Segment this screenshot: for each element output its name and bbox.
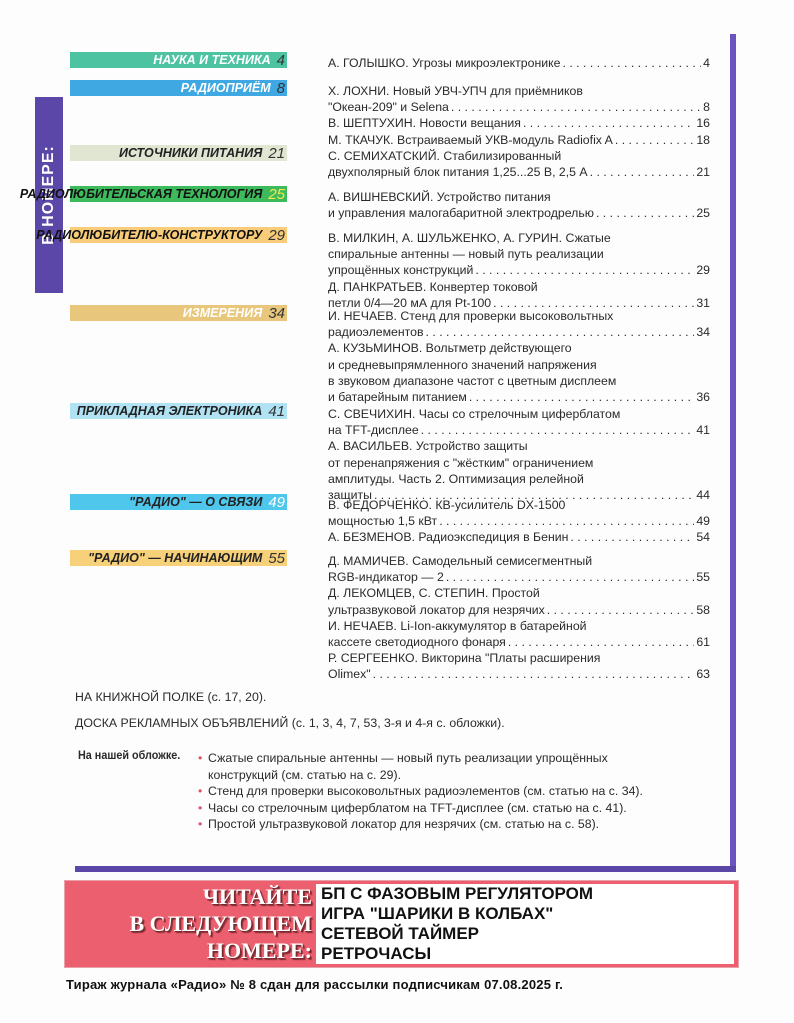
- article-line: [328, 529, 710, 545]
- article-line: [328, 438, 710, 454]
- dot-leader: [426, 324, 695, 340]
- article-text: ультразвуковой локатор для незрячих: [328, 602, 545, 617]
- article-text: Х. ЛОХНИ. Новый УВЧ-УПЧ для приёмников: [328, 84, 583, 98]
- article-text: петли 0/4—20 мА для Pt-100: [328, 295, 492, 310]
- cover-list: [196, 750, 716, 833]
- article-line: [328, 115, 710, 131]
- article-text: спиральные антенны — новый путь реализации: [328, 247, 604, 262]
- dot-leader: [590, 164, 695, 180]
- article-text: М. ТКАЧУК. Встраиваемый УКВ-модуль Radiofix A: [328, 132, 613, 147]
- article-text: на TFT-дисплее: [328, 423, 419, 438]
- dot-leader: [615, 132, 694, 148]
- article-page: 34: [696, 325, 710, 340]
- article-line: [328, 602, 710, 618]
- next-issue-banner: [64, 880, 739, 968]
- section-articles: [328, 497, 710, 546]
- section-title: НАУКА И ТЕХНИКА: [153, 53, 271, 67]
- article-line: [328, 262, 710, 278]
- article-page: 61: [696, 635, 710, 650]
- article-line: [328, 230, 710, 246]
- next-issue-item: РЕТРОЧАСЫ: [321, 944, 432, 963]
- bookshelf-line: НА КНИЖНОЙ ПОЛКЕ (с. 17, 20).: [75, 690, 267, 704]
- section-articles: [328, 148, 710, 180]
- section-page: 8: [276, 79, 285, 97]
- article-text: В. ШЕПТУХИН. Новости вещания: [328, 116, 521, 131]
- cover-item: • Простой ультразвуковой локатор для незрячих (см. статью на с. 58).: [196, 816, 716, 833]
- section-header: [70, 80, 287, 96]
- article-text: А. ВИШНЕВСКИЙ. Устройство питания: [328, 190, 551, 204]
- article-text: "Океан-209" и Selena: [328, 100, 449, 115]
- article-text: С. СВЕЧИХИН. Часы со стрелочным циферблатом: [328, 407, 621, 421]
- article-text: А. БЕЗМЕНОВ. Радиоэкспедиция в Бенин: [328, 530, 569, 545]
- article-line: [328, 373, 710, 389]
- section-title: ПРИКЛАДНАЯ ЭЛЕКТРОНИКА: [76, 404, 263, 418]
- section-page: 25: [268, 185, 285, 203]
- section-header: [70, 550, 287, 566]
- article-page: 25: [696, 206, 710, 221]
- article-page: 36: [696, 390, 710, 405]
- article-page: 63: [696, 667, 710, 682]
- section-page: 4: [276, 51, 285, 69]
- article-line: [328, 666, 710, 682]
- article-text: двухполярный блок питания 1,25...25 В, 2,5 А: [328, 165, 588, 180]
- next-issue-label-line: ЧИТАЙТЕ: [202, 884, 312, 909]
- article-line: [328, 132, 710, 148]
- article-line: [328, 585, 710, 601]
- dot-leader: [439, 513, 694, 529]
- article-line: [328, 650, 710, 666]
- article-text: А. ВАСИЛЬЕВ. Устройство защиты: [328, 439, 528, 454]
- article-line: [328, 246, 710, 262]
- section-articles: [328, 55, 710, 71]
- article-line: [328, 422, 710, 438]
- article-text: и управления малогабаритной электродрелью: [328, 206, 594, 221]
- dot-leader: [570, 529, 694, 545]
- article-page: 55: [696, 570, 710, 585]
- frame-right-border: [730, 34, 736, 872]
- section-articles: [328, 406, 710, 503]
- section-articles: [328, 189, 710, 221]
- section-header: [70, 494, 287, 510]
- next-issue-list: [316, 884, 734, 964]
- section-page: 34: [268, 304, 285, 322]
- article-line: [328, 634, 710, 650]
- article-text: С. СЕМИХАТСКИЙ. Стабилизированный: [328, 149, 562, 163]
- section-title: РАДИОЛЮБИТЕЛЮ-КОНСТРУКТОРУ: [36, 228, 263, 242]
- frame-bottom-border: [75, 866, 736, 872]
- article-line: [328, 324, 710, 340]
- section-header: [70, 403, 287, 419]
- article-text: А. КУЗЬМИНОВ. Вольтметр действующего: [328, 341, 572, 356]
- article-line: [328, 406, 710, 422]
- dot-leader: [373, 666, 695, 682]
- next-issue-item: БП С ФАЗОВЫМ РЕГУЛЯТОРОМ: [321, 884, 594, 903]
- dot-leader: [563, 55, 702, 71]
- article-line: [328, 55, 710, 71]
- article-text: и средневыпрямленного значений напряжения: [328, 357, 597, 372]
- article-line: [328, 308, 710, 324]
- section-page: 55: [268, 549, 285, 567]
- next-issue-label-line: В СЛЕДУЮЩЕМ: [129, 911, 312, 936]
- section-header: [70, 145, 287, 161]
- section-title: ИЗМЕРЕНИЯ: [182, 306, 263, 320]
- article-line: [328, 357, 710, 373]
- article-text: Р. СЕРГЕЕНКО. Викторина "Платы расширения: [328, 651, 601, 666]
- dot-leader: [469, 389, 695, 405]
- article-line: [328, 618, 710, 634]
- dot-leader: [451, 99, 701, 115]
- article-line: [328, 513, 710, 529]
- section-page: 41: [268, 402, 285, 420]
- section-header: [70, 305, 287, 321]
- cover-item: • Часы со стрелочным циферблатом на TFT-дисплее (см. статью на с. 41).: [196, 800, 716, 817]
- article-text: Д. МАМИЧЕВ. Самодельный семисегментный: [328, 554, 593, 568]
- article-page: 8: [703, 100, 710, 115]
- section-header: [36, 226, 287, 244]
- article-line: [328, 553, 710, 569]
- article-text: В. МИЛКИН, А. ШУЛЬЖЕНКО, А. ГУРИН. Сжатые: [328, 231, 611, 245]
- article-text: RGB-индикатор — 2: [328, 570, 444, 585]
- article-text: амплитуды. Часть 2. Оптимизация релейной: [328, 471, 584, 486]
- article-line: [328, 189, 710, 205]
- cover-item: • Стенд для проверки высоковольтных радиоэлементов (см. статью на с. 34).: [196, 783, 716, 800]
- next-issue-label: [65, 883, 312, 964]
- section-articles: [328, 230, 710, 311]
- article-text: И. НЕЧАЕВ. Li-Ion-аккумулятор в батарейной: [328, 618, 587, 633]
- section-header: [19, 185, 287, 203]
- dot-leader: [523, 115, 694, 131]
- cover-item: • Сжатые спиральные антенны — новый путь реализации упрощённых конструкций (см. статью на с. 29).: [196, 750, 716, 783]
- article-text: В. ФЕДОРЧЕНКО. КВ-усилитель DX-1500: [328, 498, 566, 512]
- section-page: 29: [268, 226, 285, 244]
- next-issue-label-line: НОМЕРЕ:: [206, 938, 312, 963]
- section-title: РАДИОПРИЁМ: [180, 81, 271, 95]
- cover-label: На нашей обложке.: [78, 748, 181, 762]
- section-articles: [328, 308, 710, 405]
- article-text: А. ГОЛЫШКО. Угрозы микроэлектронике: [328, 56, 561, 70]
- article-text: радиоэлементов: [328, 325, 424, 340]
- article-line: [328, 148, 710, 164]
- ads-line: ДОСКА РЕКЛАМНЫХ ОБЪЯВЛЕНИЙ (с. 1, 3, 4, 7, 53, 3-я и 4-я с. обложки).: [75, 716, 505, 730]
- section-title: "РАДИО" — НАЧИНАЮЩИМ: [88, 551, 263, 565]
- section-title: "РАДИО" — О СВЯЗИ: [129, 495, 263, 509]
- article-page: 29: [696, 263, 710, 278]
- dot-leader: [596, 205, 694, 221]
- article-text: в звуковом диапазоне частот с цветным дисплеем: [328, 373, 617, 388]
- dot-leader: [446, 569, 695, 585]
- article-line: [328, 455, 710, 471]
- article-page: 18: [696, 132, 710, 147]
- article-text: от перенапряжения с "жёстким" ограничением: [328, 455, 594, 470]
- circulation-note: Тираж журнала «Радио» № 8 сдан для рассылки подписчикам 07.08.2025 г.: [66, 977, 564, 992]
- article-page: 54: [696, 530, 710, 545]
- article-line: [328, 497, 710, 513]
- article-line: [328, 279, 710, 295]
- dot-leader: [547, 602, 695, 618]
- section-page: 49: [268, 493, 285, 511]
- article-text: Д. ПАНКРАТЬЕВ. Конвертер токовой: [328, 279, 538, 294]
- next-issue-item: ИГРА "ШАРИКИ В КОЛБАХ": [321, 904, 554, 923]
- article-line: [328, 99, 710, 115]
- article-page: 49: [696, 514, 710, 529]
- section-header: [70, 52, 287, 68]
- article-page: 31: [696, 295, 710, 310]
- section-title: РАДИОЛЮБИТЕЛЬСКАЯ ТЕХНОЛОГИЯ: [19, 187, 263, 201]
- article-text: мощностью 1,5 кВт: [328, 514, 438, 529]
- section-page: 21: [268, 144, 285, 162]
- dot-leader: [508, 634, 694, 650]
- section-title: ИСТОЧНИКИ ПИТАНИЯ: [118, 146, 263, 160]
- section-articles: [328, 553, 710, 683]
- article-line: [328, 164, 710, 180]
- article-page: 41: [696, 423, 710, 438]
- article-line: [328, 389, 710, 405]
- article-text: упрощённых конструкций: [328, 263, 474, 278]
- article-line: [328, 340, 710, 356]
- dot-leader: [421, 422, 695, 438]
- article-text: Olimex": [328, 667, 371, 682]
- article-page: 21: [696, 165, 710, 180]
- dot-leader: [475, 262, 694, 278]
- article-text: кассете светодиодного фонаря: [328, 635, 506, 650]
- in-this-issue-label: В НОМЕРЕ:: [40, 145, 57, 245]
- article-page: 4: [703, 56, 710, 70]
- article-text: защиты: [328, 488, 372, 503]
- article-line: [328, 569, 710, 585]
- article-page: 44: [696, 488, 710, 503]
- article-page: 16: [696, 116, 710, 131]
- article-text: Д. ЛЕКОМЦЕВ, С. СТЕПИН. Простой: [328, 586, 540, 601]
- article-line: [328, 205, 710, 221]
- article-text: И. НЕЧАЕВ. Стенд для проверки высоковольтных: [328, 309, 614, 323]
- article-line: [328, 471, 710, 487]
- article-line: [328, 83, 710, 99]
- next-issue-item: СЕТЕВОЙ ТАЙМЕР: [321, 924, 480, 943]
- article-text: и батарейным питанием: [328, 390, 467, 405]
- section-articles: [328, 83, 710, 148]
- article-page: 58: [696, 602, 710, 617]
